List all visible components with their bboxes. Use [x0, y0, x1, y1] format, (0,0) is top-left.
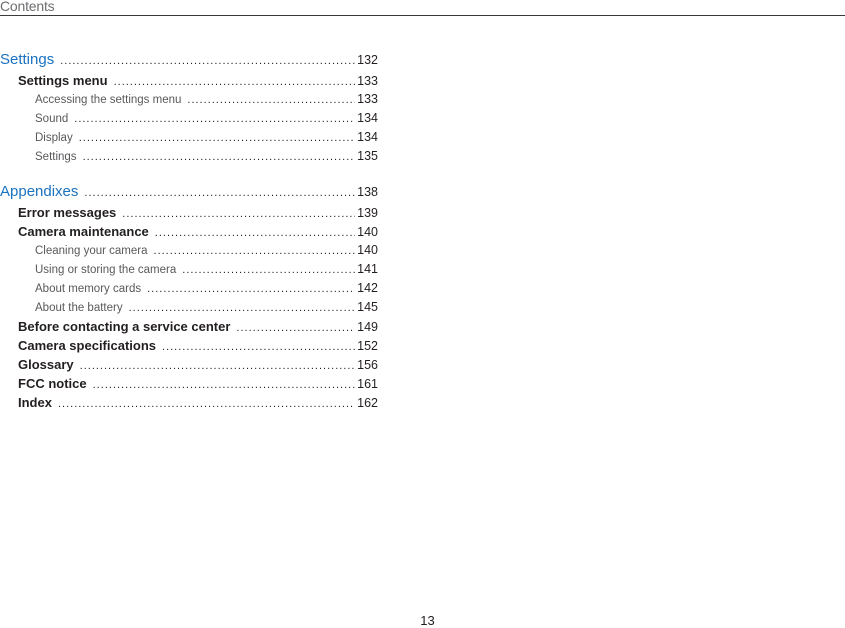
toc-page-number: 156 [357, 358, 378, 372]
toc-page-number: 161 [357, 377, 378, 391]
dot-leader [182, 264, 355, 276]
toc-entry[interactable] [0, 73, 378, 92]
dot-leader [79, 132, 355, 144]
toc-entry[interactable] [0, 338, 378, 357]
toc-subentry[interactable] [0, 262, 378, 281]
toc-page-number: 140 [357, 225, 378, 239]
toc-subentry-title: Display [35, 132, 73, 144]
toc-entry-title: Index [18, 395, 52, 410]
toc-subentry[interactable] [0, 243, 378, 262]
toc-subentry[interactable] [0, 300, 378, 319]
toc-entry[interactable] [0, 319, 378, 338]
dot-leader [122, 208, 355, 220]
dot-leader [154, 245, 356, 257]
dot-leader [114, 76, 356, 88]
toc-entry[interactable] [0, 395, 378, 414]
toc-page-number: 139 [357, 206, 378, 220]
toc-section-appendixes [0, 183, 378, 414]
toc-page-number: 141 [357, 262, 378, 276]
dot-leader [129, 302, 356, 314]
toc-page-number: 138 [357, 185, 378, 199]
toc-page-number: 133 [357, 92, 378, 106]
toc-entry-title: Error messages [18, 205, 117, 220]
toc-page-number: 132 [357, 53, 378, 67]
dot-leader [93, 379, 356, 391]
toc-page-number: 149 [357, 320, 378, 334]
dot-leader [187, 94, 355, 106]
toc-page-number: 135 [357, 149, 378, 163]
toc-subentry-title: Accessing the settings menu [35, 94, 182, 106]
dot-leader [80, 360, 355, 372]
toc-entry-title: Glossary [18, 357, 74, 372]
dot-leader [58, 398, 355, 410]
page-header [0, 0, 845, 16]
dot-leader [147, 283, 355, 295]
table-of-contents [0, 51, 378, 429]
dot-leader [74, 113, 355, 125]
toc-page-number: 142 [357, 281, 378, 295]
dot-leader [236, 322, 355, 334]
toc-section-settings [0, 51, 378, 168]
toc-section-title: Settings [0, 51, 55, 68]
toc-page-number: 152 [357, 339, 378, 353]
toc-subentry-title: About memory cards [35, 283, 142, 295]
dot-leader [60, 55, 355, 67]
toc-subentry[interactable] [0, 130, 378, 149]
toc-entry[interactable] [0, 357, 378, 376]
toc-subentry[interactable] [0, 92, 378, 111]
toc-subentry-title: Settings [35, 151, 77, 163]
toc-section-title-row[interactable] [0, 183, 378, 205]
toc-subentry[interactable] [0, 149, 378, 168]
dot-leader [83, 151, 356, 163]
toc-entry[interactable] [0, 376, 378, 395]
toc-entry[interactable] [0, 205, 378, 224]
toc-subentry-title: Using or storing the camera [35, 264, 177, 276]
toc-subentry[interactable] [0, 281, 378, 300]
toc-subentry[interactable] [0, 111, 378, 130]
toc-subentry-title: About the battery [35, 302, 123, 314]
toc-page-number: 133 [357, 74, 378, 88]
dot-leader [84, 187, 355, 199]
toc-entry-title: Settings menu [18, 73, 108, 88]
footer-page-number: 13 [420, 613, 435, 628]
header-title: Contents [0, 0, 55, 14]
toc-page-number: 134 [357, 130, 378, 144]
toc-section-title: Appendixes [0, 183, 79, 200]
toc-entry-title: Camera specifications [18, 338, 157, 353]
toc-page-number: 140 [357, 243, 378, 257]
toc-entry-title: FCC notice [18, 376, 87, 391]
dot-leader [162, 341, 355, 353]
toc-page-number: 145 [357, 300, 378, 314]
toc-subentry-title: Cleaning your camera [35, 245, 148, 257]
toc-page-number: 134 [357, 111, 378, 125]
toc-entry-title: Before contacting a service center [18, 319, 231, 334]
toc-page-number: 162 [357, 396, 378, 410]
dot-leader [155, 227, 355, 239]
toc-subentry-title: Sound [35, 113, 69, 125]
toc-section-title-row[interactable] [0, 51, 378, 73]
toc-entry[interactable] [0, 224, 378, 243]
toc-entry-title: Camera maintenance [18, 224, 149, 239]
